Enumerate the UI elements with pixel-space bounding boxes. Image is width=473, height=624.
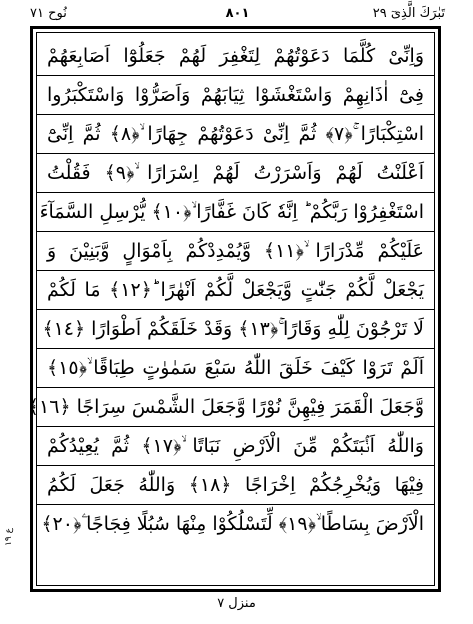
- verse-line: الْاَرْضَ بِسَاطًا ۙ﴿١٩﴾ لِّتَسْلُكُوْا مِنْهَا سُبُلًا فِجَاجًا ۧ﴿٢٠﴾: [41, 513, 424, 535]
- text-frame-inner: [27, 32, 435, 586]
- juz-name: تَبٰرَكَ الَّذِیٓ ٢٩: [372, 6, 445, 21]
- verse-line: اسْتَغْفِرُوْا رَبَّكُمْ ؕ اِنَّهٗ كَانَ غَفَّارًا ۙ﴿١٠﴾ یُّرْسِلِ السَّمَآءَ: [37, 193, 434, 232]
- verse-line: وَاللّٰهُ اَنْۢبَتَكُمْ مِّنَ الْاَرْضِ نَبَاتًا ۙ﴿١٧﴾ ثُمَّ یُعِیْدُكُمْ: [37, 427, 434, 466]
- page-number: ٨٠١: [225, 6, 250, 21]
- verse-line: فِیْٓ اٰذَانِهِمْ وَاسْتَغْشَوْا ثِیَابَهُمْ وَاَصَرُّوْا وَاسْتَكْبَرُوا: [37, 76, 434, 115]
- verse-line: عَلَیْكُمْ مِّدْرَارًا ۙ﴿١١﴾ وَّیُمْدِدْكُمْ بِاَمْوَالٍ وَّبَنِیْنَ وَ: [37, 232, 434, 271]
- page-header: [30, 4, 445, 26]
- verse-line: اسْتِكْبَارًا ۚ﴿٧﴾ ثُمَّ اِنِّیْ دَعَوْتُهُمْ جِهَارًا ۙ﴿٨﴾ ثُمَّ اِنِّیْٓ: [37, 115, 434, 154]
- ruku-marker: ع ١٩: [4, 528, 14, 546]
- manzil-footer: منزل ٧: [217, 596, 256, 611]
- surah-name: نُوح ٧١: [30, 6, 67, 21]
- verse-line: یَجْعَلْ لَّكُمْ جَنّٰتٍ وَّیَجْعَلْ لَّكُمْ اَنْهٰرًا ؕ﴿١٢﴾ مَا لَكُمْ: [37, 271, 434, 310]
- verse-lines: [27, 37, 434, 581]
- verse-line: وَّجَعَلَ الْقَمَرَ فِیْهِنَّ نُوْرًا وَّجَعَلَ الشَّمْسَ سِرَاجًا ﴿١٦﴾: [37, 388, 434, 427]
- verse-line: لَا تَرْجُوْنَ لِلّٰهِ وَقَارًا ۚ﴿١٣﴾ وَقَدْ خَلَقَكُمْ اَطْوَارًا ﴿١٤﴾: [37, 310, 434, 349]
- text-frame: [27, 26, 441, 592]
- verse-line: اَعْلَنْتُ لَهُمْ وَاَسْرَرْتُ لَهُمْ اِسْرَارًا ۙ﴿٩﴾ فَقُلْتُ: [37, 154, 434, 193]
- verse-line: فِیْهَا وَیُخْرِجُكُمْ اِخْرَاجًا ﴿١٨﴾ وَاللّٰهُ جَعَلَ لَكُمُ: [37, 466, 434, 505]
- verse-line: وَاِنِّیْ كُلَّمَا دَعَوْتُهُمْ لِتَغْفِرَ لَهُمْ جَعَلُوْٓا اَصَابِعَهُمْ: [37, 37, 434, 76]
- verse-line: اَلَمْ تَرَوْا كَیْفَ خَلَقَ اللّٰهُ سَبْعَ سَمٰوٰتٍ طِبَاقًا ۙ﴿١٥﴾: [37, 349, 434, 388]
